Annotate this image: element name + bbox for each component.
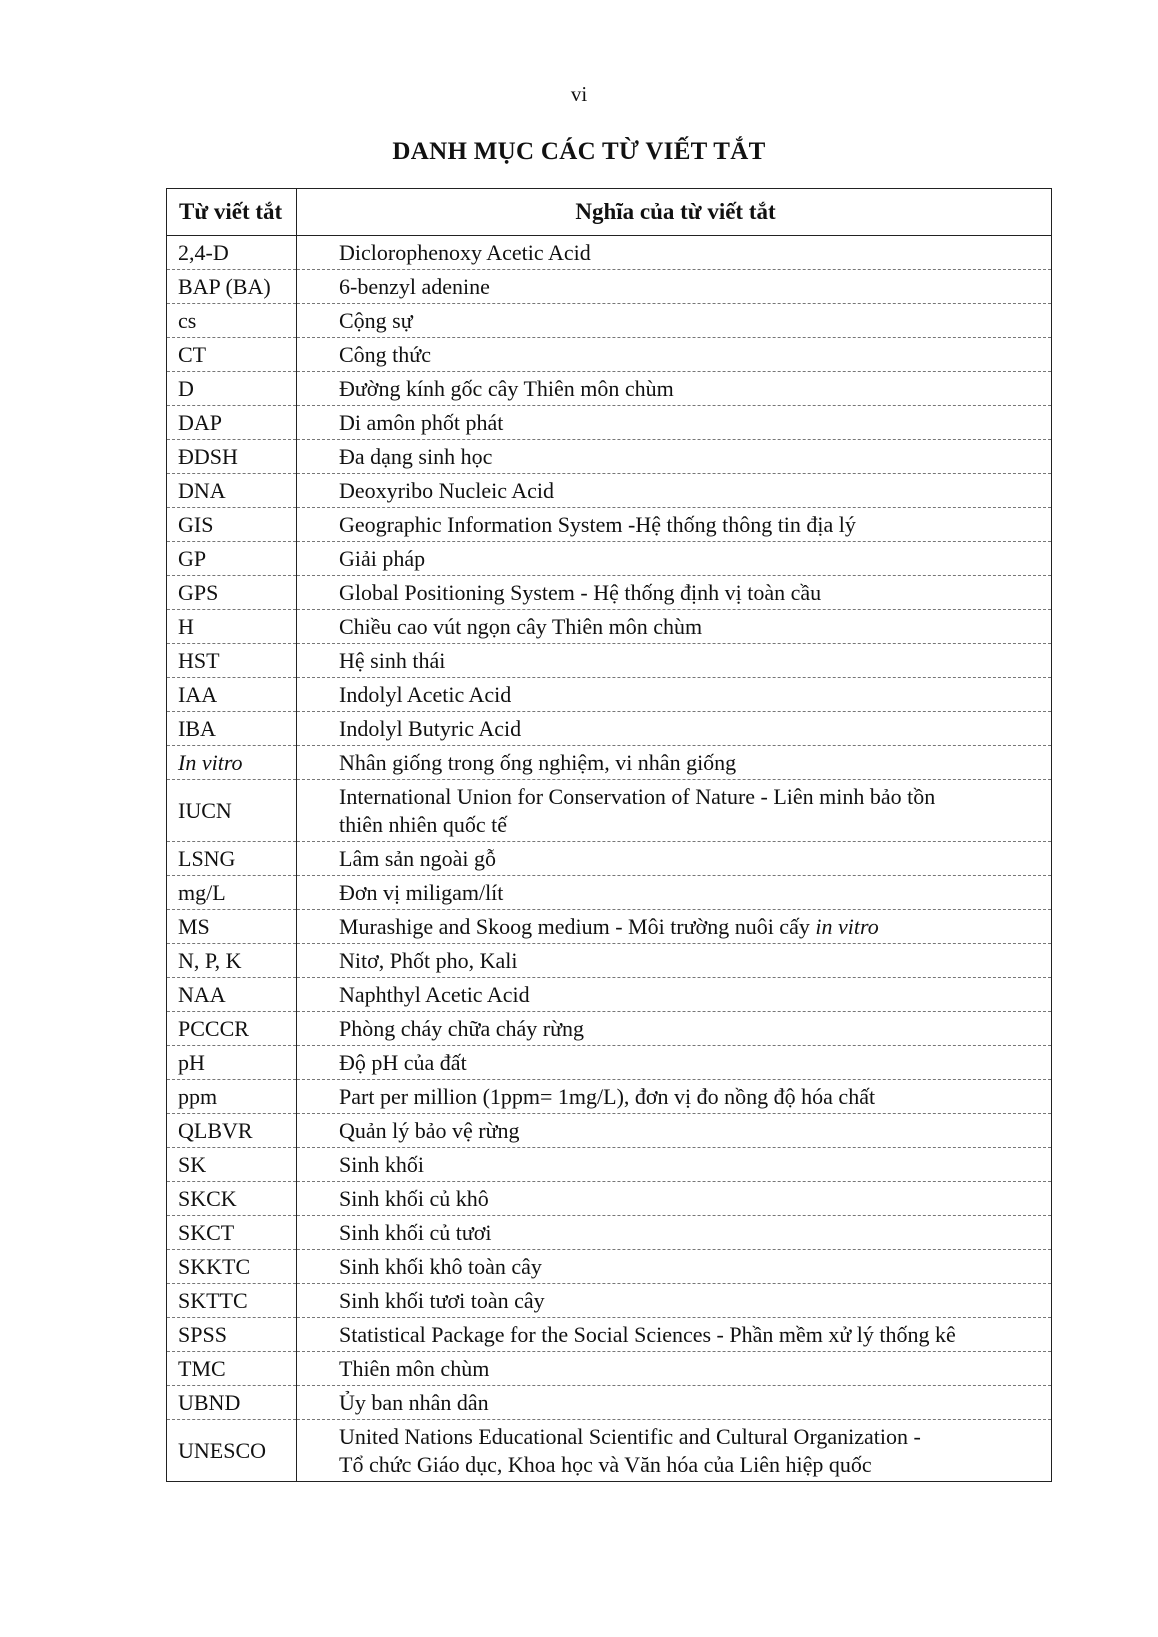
table-row: [167, 1148, 1052, 1182]
meaning-cell: Di amôn phốt phát: [297, 406, 1052, 440]
meaning-cell: Thiên môn chùm: [297, 1352, 1052, 1386]
abbreviation-cell: In vitro: [167, 746, 297, 780]
abbreviation-cell: IBA: [167, 712, 297, 746]
abbreviation-cell: UBND: [167, 1386, 297, 1420]
meaning-cell: Sinh khối củ khô: [297, 1182, 1052, 1216]
meaning-cell: Global Positioning System - Hệ thống định vị toàn cầu: [297, 576, 1052, 610]
meaning-cell: 6-benzyl adenine: [297, 270, 1052, 304]
meaning-line-2: thiên nhiên quốc tế: [339, 811, 508, 837]
abbreviation-cell: IAA: [167, 678, 297, 712]
meaning-cell: Part per million (1ppm= 1mg/L), đơn vị đo nồng độ hóa chất: [297, 1080, 1052, 1114]
table-row: [167, 644, 1052, 678]
table-row: [167, 304, 1052, 338]
abbreviation-cell: GIS: [167, 508, 297, 542]
table-row: [167, 542, 1052, 576]
meaning-cell: [297, 1420, 1052, 1482]
abbreviation-cell: DNA: [167, 474, 297, 508]
abbreviation-cell: N, P, K: [167, 944, 297, 978]
abbreviation-cell: SPSS: [167, 1318, 297, 1352]
meaning-cell: Chiều cao vút ngọn cây Thiên môn chùm: [297, 610, 1052, 644]
abbreviation-cell: mg/L: [167, 876, 297, 910]
abbreviation-cell: LSNG: [167, 842, 297, 876]
table-row: [167, 1080, 1052, 1114]
table-row: [167, 610, 1052, 644]
table-row: [167, 944, 1052, 978]
abbreviation-cell: pH: [167, 1046, 297, 1080]
meaning-cell: Phòng cháy chữa cháy rừng: [297, 1012, 1052, 1046]
abbreviation-cell: NAA: [167, 978, 297, 1012]
abbreviation-cell: ĐDSH: [167, 440, 297, 474]
abbreviation-cell: H: [167, 610, 297, 644]
table-row: [167, 1046, 1052, 1080]
table-row: [167, 842, 1052, 876]
meaning-cell: Đơn vị miligam/lít: [297, 876, 1052, 910]
meaning-cell: Nitơ, Phốt pho, Kali: [297, 944, 1052, 978]
abbreviation-table: [166, 188, 1052, 1482]
abbreviation-cell: ppm: [167, 1080, 297, 1114]
abbreviation-cell: BAP (BA): [167, 270, 297, 304]
abbreviation-cell: MS: [167, 910, 297, 944]
meaning-line-1: International Union for Conservation of Nature - Liên minh bảo tồn: [339, 783, 936, 809]
meaning-cell: [297, 780, 1052, 842]
table-row: [167, 746, 1052, 780]
table-row: [167, 678, 1052, 712]
table-row: [167, 1012, 1052, 1046]
table-row: [167, 406, 1052, 440]
abbreviation-cell: SK: [167, 1148, 297, 1182]
header-meaning: Nghĩa của từ viết tắt: [297, 189, 1052, 236]
abbreviation-cell: DAP: [167, 406, 297, 440]
abbreviation-cell: cs: [167, 304, 297, 338]
table-row: [167, 910, 1052, 944]
table-row: [167, 1318, 1052, 1352]
table-row: [167, 474, 1052, 508]
table-row: [167, 440, 1052, 474]
abbreviation-cell: GP: [167, 542, 297, 576]
table-row: [167, 236, 1052, 270]
abbreviation-cell: SKCK: [167, 1182, 297, 1216]
table-row: [167, 780, 1052, 842]
table-row: [167, 338, 1052, 372]
table-row: [167, 372, 1052, 406]
meaning-cell: Indolyl Acetic Acid: [297, 678, 1052, 712]
table-row: [167, 1182, 1052, 1216]
table-row: [167, 876, 1052, 910]
meaning-cell: Đa dạng sinh học: [297, 440, 1052, 474]
meaning-cell: [297, 910, 1052, 944]
table-row: [167, 1420, 1052, 1482]
abbreviation-cell: GPS: [167, 576, 297, 610]
abbreviation-cell: TMC: [167, 1352, 297, 1386]
meaning-cell: Đường kính gốc cây Thiên môn chùm: [297, 372, 1052, 406]
meaning-cell: Naphthyl Acetic Acid: [297, 978, 1052, 1012]
meaning-line-2: Tổ chức Giáo dục, Khoa học và Văn hóa của Liên hiệp quốc: [339, 1451, 872, 1477]
table-row: [167, 1216, 1052, 1250]
table-row: [167, 576, 1052, 610]
meaning-cell: Statistical Package for the Social Sciences - Phần mềm xử lý thống kê: [297, 1318, 1052, 1352]
meaning-cell: Sinh khối tươi toàn cây: [297, 1284, 1052, 1318]
meaning-cell: Lâm sản ngoài gỗ: [297, 842, 1052, 876]
meaning-cell: Độ pH của đất: [297, 1046, 1052, 1080]
page-title: DANH MỤC CÁC TỪ VIẾT TẮT: [392, 138, 766, 165]
table-row: [167, 1114, 1052, 1148]
meaning-cell: Diclorophenoxy Acetic Acid: [297, 236, 1052, 270]
table-row: [167, 1386, 1052, 1420]
abbreviation-cell: QLBVR: [167, 1114, 297, 1148]
table-row: [167, 270, 1052, 304]
meaning-text: Murashige and Skoog medium - Môi trường nuôi cấy: [339, 913, 810, 939]
header-abbreviation: Từ viết tắt: [167, 189, 297, 236]
abbreviation-cell: UNESCO: [167, 1420, 297, 1482]
page-number: vi: [570, 82, 588, 106]
table-header-row: [167, 189, 1052, 236]
meaning-cell: Ủy ban nhân dân: [297, 1386, 1052, 1420]
meaning-cell: Geographic Information System -Hệ thống thông tin địa lý: [297, 508, 1052, 542]
meaning-cell: Hệ sinh thái: [297, 644, 1052, 678]
table-row: [167, 1284, 1052, 1318]
meaning-cell: Sinh khối khô toàn cây: [297, 1250, 1052, 1284]
meaning-line-1: United Nations Educational Scientific and Cultural Organization -: [339, 1423, 921, 1449]
abbreviation-cell: SKCT: [167, 1216, 297, 1250]
meaning-cell: Giải pháp: [297, 542, 1052, 576]
table-row: [167, 978, 1052, 1012]
table-row: [167, 508, 1052, 542]
abbreviation-cell: HST: [167, 644, 297, 678]
meaning-cell: Công thức: [297, 338, 1052, 372]
meaning-cell: Quản lý bảo vệ rừng: [297, 1114, 1052, 1148]
table-row: [167, 1352, 1052, 1386]
abbreviation-cell: SKKTC: [167, 1250, 297, 1284]
meaning-italic-text: in vitro: [815, 913, 879, 939]
meaning-cell: Deoxyribo Nucleic Acid: [297, 474, 1052, 508]
meaning-cell: Cộng sự: [297, 304, 1052, 338]
meaning-cell: Sinh khối: [297, 1148, 1052, 1182]
abbreviation-cell: 2,4-D: [167, 236, 297, 270]
meaning-cell: Nhân giống trong ống nghiệm, vi nhân giống: [297, 746, 1052, 780]
meaning-cell: Sinh khối củ tươi: [297, 1216, 1052, 1250]
table-row: [167, 712, 1052, 746]
abbreviation-cell: IUCN: [167, 780, 297, 842]
abbreviation-cell: SKTTC: [167, 1284, 297, 1318]
table-row: [167, 1250, 1052, 1284]
meaning-cell: Indolyl Butyric Acid: [297, 712, 1052, 746]
abbreviation-cell: D: [167, 372, 297, 406]
abbreviation-cell: PCCCR: [167, 1012, 297, 1046]
abbreviation-cell: CT: [167, 338, 297, 372]
